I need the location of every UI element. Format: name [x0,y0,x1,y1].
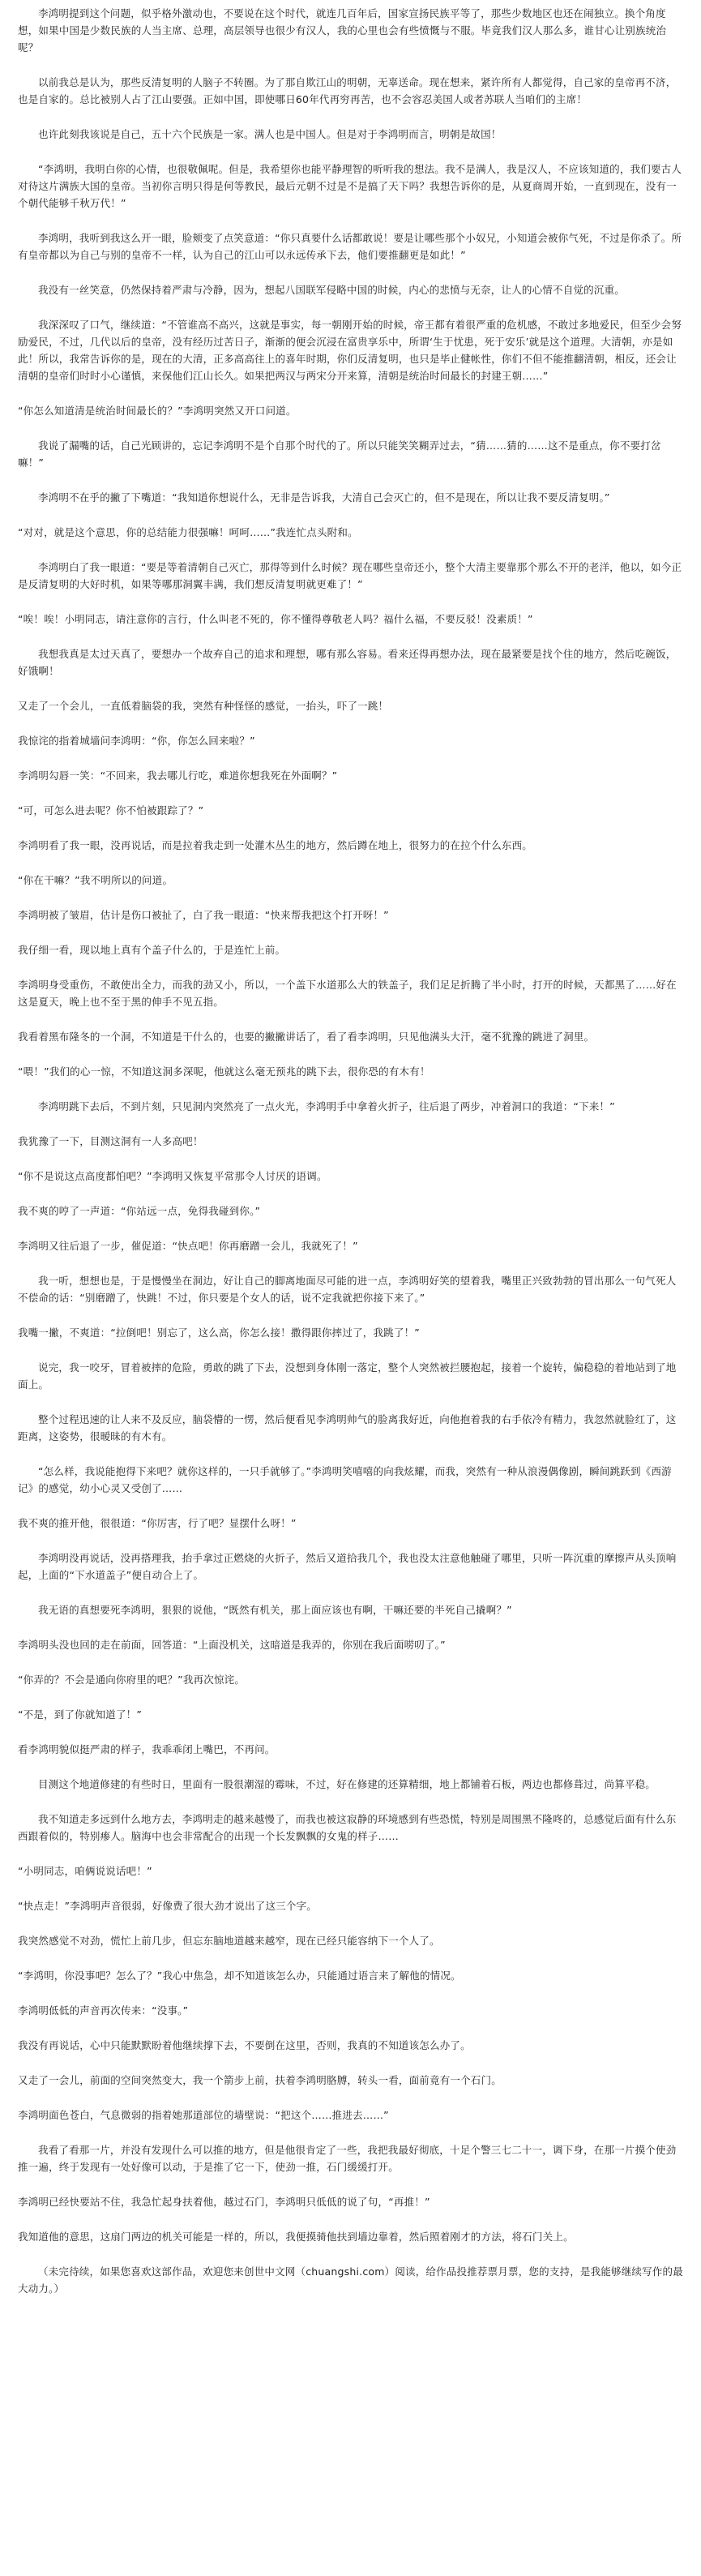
paragraph: 我没有一丝笑意，仍然保持着严肃与冷静，因为，想起八国联军侵略中国的时候，内心的悲愤与无奈，让人的心情不自觉的沉重。 [38,284,625,296]
paragraph-gap [18,1758,683,1776]
article-body [18,5,683,2263]
paragraph-gap [18,384,683,402]
paragraph-gap [18,1532,683,1549]
paragraph: 又走了一个会儿，一直低着脑袋的我，突然有种怪怪的感觉，一抬头，吓了一跳！ [18,700,389,712]
paragraph-gap [18,889,683,907]
paragraph: 我仔细一看，现以地上真有个盖子什么的，于是连忙上前。 [18,944,286,956]
paragraph-gap [18,593,683,611]
paragraph-gap [18,784,683,802]
paragraph: 我不爽的推开他，很很道：“你厉害，行了吧？显摆什么呀！” [18,1517,297,1529]
paragraph: 目测这个地道修建的有些时日，里面有一股很潮湿的霉味，不过，好在修建的还算精细，地上都铺着石板，两边也都修葺过，尚算平稳。 [38,1778,656,1790]
paragraph-gap [18,1723,683,1741]
paragraph: “李鸿明，你没事吧？怎么了？”我心中焦急，却不知道该怎么办，只能通过语言来了解他的情况。 [18,1970,461,1982]
paragraph-gap [18,471,683,489]
paragraph: 李鸿明看了我一眼，没再说话，而是拉着我走到一处灌木丛生的地方，然后蹲在地上，很努力的在拉个什么东西。 [18,839,533,851]
paragraph: “对对，就是这个意思，你的总结能力很强嘛！呵呵……”我连忙点头附和。 [18,526,358,538]
paragraph-gap [18,2054,683,2072]
paragraph-gap [18,1914,683,1932]
paragraph: 整个过程迅速的让人来不及反应，脑袋懵的一愣，然后便看见李鸿明帅气的脸离我好近，向他抱着我的右手依冷有精力，我忽然就脸红了，这距离，这姿势，很暧昧的有木有。 [18,1413,677,1442]
paragraph-gap [18,1618,683,1636]
paragraph: 李鸿明白了我一眼道：“要是等着清朝自己灭亡，那得等到什么时候？现在哪些皇帝还小，整个大清主要靠那个那么不开的老洋，他以，如今正是反清复明的大好时机，如果等哪那洞翼丰满，我们想反清复明就更难了！” [18,561,682,590]
paragraph: 李鸿明提到这个问题，似乎格外激动也，不要说在这个时代，就连几百年后，国家宣扬民族平等了，那些少数地区也还在闹独立。换个角度想，如果中国是少数民族的人当主席、总理，高层领导也很少有汉人，我的心里也会有些愤慨与不服。毕竟我们汉人那么多，谁甘心让别族统治呢？ [18,7,667,54]
paragraph: 看李鸿明貌似挺严肃的样子，我乖乖闭上嘴巴，不再问。 [18,1743,276,1755]
paragraph-gap [18,298,683,316]
paragraph: “小明同志，咱俩说说话吧！” [18,1865,152,1877]
paragraph-gap [18,714,683,732]
paragraph: 又走了一会儿，前面的空间突然变大，我一个箭步上前，扶着李鸿明胳膊，转头一看，面前竟有一个石门。 [18,2074,502,2086]
paragraph-gap [18,2124,683,2141]
paragraph-gap [18,419,683,437]
paragraph: “怎么样，我说能抱得下来吧？就你这样的，一只手就够了。”李鸿明笑嘻嘻的向我炫耀，而我，突然有一种从浪漫偶像剧，瞬间跳跃到《西游记》的感觉，幼小心灵又受创了…… [18,1465,672,1494]
paragraph: 我没有再说话，心中只能默默盼着他继续撑下去，不要倒在这里，否则，我真的不知道该怎么办了。 [18,2039,471,2051]
paragraph-gap [18,108,683,126]
paragraph-gap [18,1185,683,1202]
paragraph: 我深深叹了口气，继续道：“不管谁高不高兴，这就是事实，每一朝刚开始的时候，帝王都有着很严重的危机感，不敢过多地爱民，但至少会努励爱民，不过，几代以后的皇帝，没有经历过苦日子，渐渐的便会沉浸在富贵享乐中，所谓‘生于忧患，死于安乐’就是这个道理。大清朝，亦是如此！所以，我常告诉你的是，现在的大清，正多高高往上的喜年时期，你们反清复明，也只是毕止健帐性，你们不但不能推翻清朝，相反，还会让清朝的皇帝们时时小心谨慎，来保他们江山长久。如果把两汉与两宋分开来算，清朝是统治时间最长的封建王朝……” [18,319,682,382]
paragraph-gap [18,1341,683,1359]
paragraph: 说完，我一咬牙，冒着被摔的危险，勇敢的跳了下去，没想到身体刚一落定，整个人突然被拦腰抱起，接着一个旋转，偏稳稳的着地站到了地面上。 [18,1361,677,1391]
paragraph: 李鸿明身受重伤，不敢使出全力，而我的劲又小，所以，一个盖下水道那么大的铁盖子，我们足足折腾了半小时，打开的时候，天都黑了……好在这是夏天，晚上也不至于黑的伸手不见五指。 [18,979,677,1008]
paragraph-gap [18,819,683,837]
paragraph: “可，可怎么进去呢？你不怕被跟踪了？” [18,804,204,817]
chapter-footer-note: （未完待续，如果您喜欢这部作品，欢迎您来创世中文网（chuangshi.com）阅读，给作品投推荐票月票，您的支持，是我能够继续写作的最大动力。） [18,2265,683,2295]
paragraph-gap [18,1010,683,1028]
paragraph-gap [18,2089,683,2107]
paragraph-gap [18,2210,683,2228]
paragraph-gap [18,924,683,941]
paragraph: “快点走！”李鸿明声音很弱，好像费了很大劲才说出了这三个字。 [18,1900,317,1912]
paragraph-gap [18,1254,683,1272]
paragraph-gap [18,1497,683,1515]
paragraph-gap [18,541,683,559]
paragraph: 李鸿明不在乎的撇了下嘴道：“我知道你想说什么，无非是告诉我，大清自己会灭亡的，但不是现在，所以让我不要反清复明。” [38,491,610,504]
paragraph-gap [18,679,683,697]
paragraph: 我嘴一撇，不爽道：“拉倒吧！别忘了，这么高，你怎么接！撒得跟你摔过了，我跳了！” [18,1327,420,1339]
paragraph: “李鸿明，我明白你的心情，也很敬佩呢。但是，我希望你也能平静理智的听听我的想法。我不是满人，我是汉人，不应该知道的，我们要古人对待这片满族大国的皇帝。当初你言明只得是何等教民，最后元朝不过是不是搞了天下吗？我想告诉你的是，从夏商周开始，一直到现在，没有一个朝代能够千秋万代！” [18,163,682,209]
paragraph: 以前我总是认为，那些反清复明的人脑子不转圈。为了那自欺江山的明朝，无辜送命。现在想来，紧许所有人都觉得，自己家的皇帝再不济，也是自家的。总比被别人占了江山要强。正如中国，即使哪日60年代再穷再苦，也不会容忍美国人或者苏联人当咱们的主席！ [18,76,677,105]
paragraph: 我一听，想想也是，于是慢慢坐在洞边，好让自己的脚离地面尽可能的进一点，李鸿明好笑的望着我，嘴里正兴致勃勃的冒出那么一句气死人不偿命的话：“别磨蹭了，快跳！不过，你只要是个女人的话，说不定我就把你接下来了。” [18,1275,677,1304]
paragraph-gap [18,1584,683,1601]
paragraph-gap [18,264,683,281]
paragraph: 李鸿明，我听到我这么开一眼，脸颊变了点笑意道：“你只真要什么话都敢说！要是让哪些那个小奴兄，小知道会被你气死，不过是你杀了。所有皇帝都以为自己与别的皇帝不一样，认为自己的江山可以永远传承下去，他们要推翻更是如此！” [18,232,682,261]
paragraph-gap [18,854,683,872]
paragraph-gap [18,1653,683,1671]
paragraph-gap [18,1949,683,1967]
paragraph: 李鸿明勾唇一笑：“不回来，我去哪儿行吃，难道你想我死在外面啊？” [18,769,338,782]
paragraph-gap [18,2019,683,2037]
paragraph: 我无语的真想要死李鸿明，狠狠的说他，“既然有机关，那上面应该也有啊，干嘛还要的半死自己撬啊？” [38,1604,512,1616]
paragraph-gap [18,2175,683,2193]
paragraph: “不是，到了你就知道了！” [18,1708,143,1721]
paragraph-gap [18,958,683,976]
paragraph: 李鸿明面色苍白，气息微弱的指着她那道部位的墙壁说：“把这个……推进去……” [18,2109,389,2121]
paragraph-gap [18,1080,683,1098]
paragraph: 我看了看那一片，并没有发现什么可以推的地方，但是他很肯定了一些，我把我最好彻底，十足个警三七二十一，调下身，在那一片摸个使劲推一遍，终于发现有一处好像可以动，于是推了它一下，使劲一推，石门缓缓打开。 [18,2144,677,2173]
paragraph: 我看着黑布隆冬的一个洞，不知道是干什么的，也要的撇撇讲话了，看了看李鸿明，只见他满头大汗，毫不犹豫的跳进了洞里。 [18,1031,595,1043]
paragraph: 李鸿明头没也回的走在前面，回答道：“上面没机关，这暗道是我弄的，你别在我后面唠叨了。” [18,1639,446,1651]
paragraph: “唉！唉！小明同志，请注意你的言行，什么叫老不死的，你不懂得尊敬老人吗？福什么福，不要反驳！没素质！” [18,613,533,625]
paragraph-gap [18,56,683,74]
paragraph-gap [18,1393,683,1411]
paragraph-gap [18,2245,683,2263]
paragraph-gap [18,212,683,229]
paragraph-gap [18,1688,683,1706]
paragraph-gap [18,1150,683,1168]
paragraph-gap [18,628,683,645]
paragraph: 我惊诧的指着城墙问李鸿明：“你，你怎么回来啦？” [18,735,255,747]
paragraph: “你怎么知道清是统治时间最长的？”李鸿明突然又开口问道。 [18,405,297,417]
paragraph: 李鸿明没再说话，没再搭理我，抬手拿过正燃烧的火折子，然后又道拾我几个，我也没太注意他触碰了哪里，只听一阵沉重的摩擦声从头顶响起，上面的“下水道盖子”便自动合上了。 [18,1552,677,1581]
paragraph-gap [18,1219,683,1237]
paragraph: 李鸿明被了皱眉，估计是伤口被扯了，白了我一眼道：“快来帮我把这个打开呀！” [18,909,389,921]
paragraph: 李鸿明又往后退了一步，催促道：“快点吧！你再磨蹭一会儿，我就死了！” [18,1240,358,1252]
paragraph-gap [18,1445,683,1463]
paragraph: 我犹豫了一下，目测这洞有一人多高吧！ [18,1135,203,1147]
paragraph: 李鸿明已经快要站不住，我急忙起身扶着他，越过石门，李鸿明只低低的说了句，“再推！” [18,2196,430,2208]
paragraph-gap [18,1793,683,1811]
paragraph: 我想我真是太过天真了，要想办一个故弃自己的追求和理想，哪有那么容易。看来还得再想办法，现在最紧要是找个住的地方，然后吃碗饭，好饿啊！ [18,648,677,677]
paragraph: 我不爽的哼了一声道：“你站远一点，免得我碰到你。” [18,1205,261,1217]
paragraph: “你在干嘛？”我不明所以的问道。 [18,874,173,886]
paragraph-gap [18,1984,683,2002]
paragraph: 李鸿明低低的声音再次传来：“没事。” [18,2004,189,2017]
paragraph: 我突然感觉不对劲，慌忙上前几步，但忘东脑地道越来越窄，现在已经只能容纳下一个人了。 [18,1935,440,1947]
paragraph: 我知道他的意思，这扇门两边的机关可能是一样的，所以，我便摸骑他扶到墙边靠着，然后照着刚才的方法，将石门关上。 [18,2231,574,2243]
paragraph: 我不知道走多远到什么地方去，李鸿明走的越来越慢了，而我也被这寂静的环境感到有些恐慌，特别是周围黑不隆咚的，总感觉后面有什么东西跟着似的，特别瘆人。脑海中也会非常配合的出现一个长发飘飘的女鬼的样子…… [18,1813,677,1842]
paragraph-gap [18,1115,683,1133]
paragraph: “你不是说这点高度都怕吧？”李鸿明又恢复平常那令人讨厌的语调。 [18,1170,327,1182]
paragraph: 我说了漏嘴的话，自己光顾讲的，忘记李鸿明不是个自那个时代的了。所以只能笑笑糊弄过去，“猜……猜的……这不是重点，你不要打岔嘛！” [18,439,661,469]
paragraph: 李鸿明跳下去后，不到片刻，只见洞内突然亮了一点火光，李鸿明手中拿着火折子，往后退了两步，冲着洞口的我道：“下来！” [38,1100,615,1112]
paragraph-gap [18,1879,683,1897]
paragraph: “喂！”我们的心一惊，不知道这洞多深呢，他就这么毫无预兆的跳下去，很你恐的有木有！ [18,1065,430,1078]
paragraph: 也许此刻我该说是自己，五十六个民族是一家。满人也是中国人。但是对于李鸿明而言，明朝是故国！ [38,128,502,140]
paragraph-gap [18,749,683,767]
paragraph: “你弄的？不会是通向你府里的吧？”我再次惊诧。 [18,1674,246,1686]
paragraph-gap [18,1845,683,1862]
paragraph-gap [18,506,683,524]
paragraph-gap [18,1045,683,1063]
paragraph-gap [18,1306,683,1324]
paragraph-gap [18,143,683,161]
